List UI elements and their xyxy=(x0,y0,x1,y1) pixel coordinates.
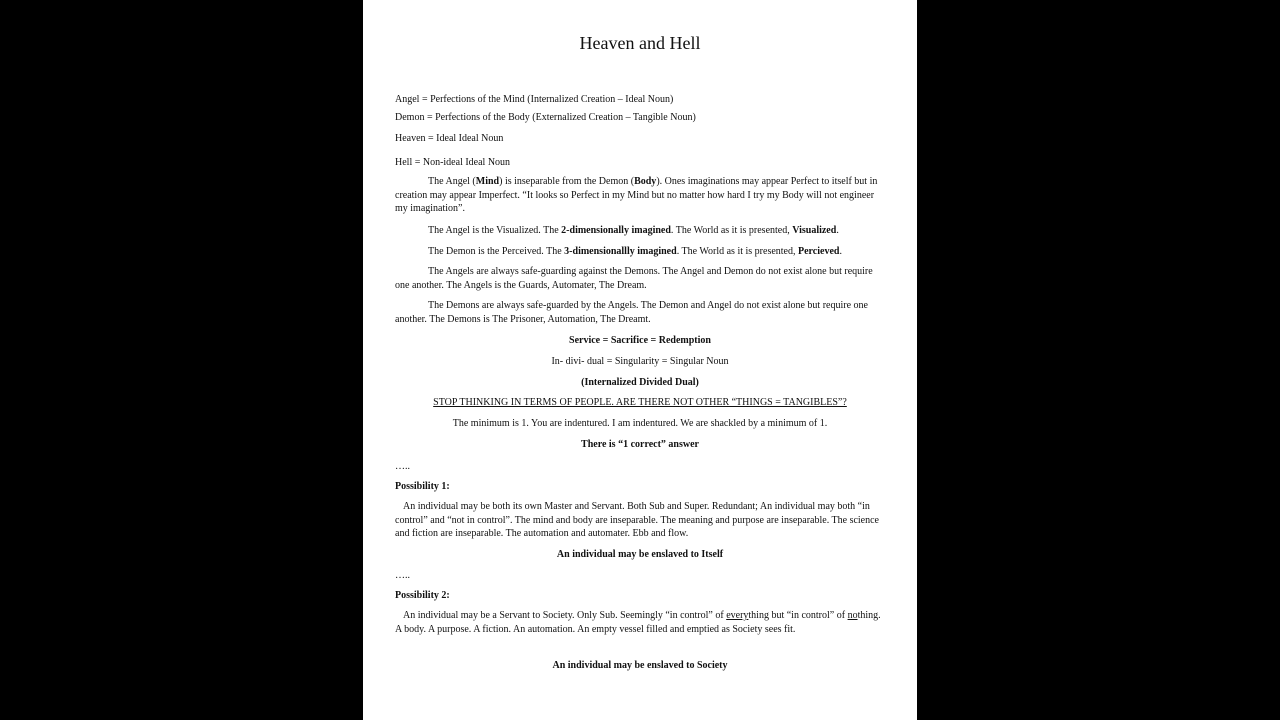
p3-text-e: . xyxy=(839,246,842,257)
p3-text-a: The Demon is the Perceived. The xyxy=(428,246,565,257)
paragraph-angels-safeguarding: The Angels are always safe-guarding against the Demons. The Angel and Demon do not exist alone but require one another. The Angels is the Guards, Automater, The Dream. xyxy=(395,266,873,291)
service-line: Service = Sacrifice = Redemption xyxy=(569,335,711,346)
p2-bold-imagined: 2-dimensionally imagined xyxy=(561,225,671,236)
p1-text-a: The Angel ( xyxy=(428,176,476,187)
p2-bold-visualized: Visualized xyxy=(792,225,837,236)
internalized-line: (Internalized Divided Dual) xyxy=(581,377,699,388)
p3-text-c: . The World as it is presented, xyxy=(676,246,798,257)
p1-body: Body xyxy=(634,176,657,187)
p6-text-e: thing. A body. A purpose. A fiction. An automation. An empty vessel filled and emptied as Society sees fit. xyxy=(395,610,881,635)
p1-text-c: ) is inseparable from the Demon ( xyxy=(499,176,635,187)
correct-answer-line: There is “1 correct” answer xyxy=(581,439,699,450)
p3-bold-imagined: 3-dimensionallly imagined xyxy=(564,246,677,257)
definition-demon: Demon = Perfections of the Body (Externalized Creation – Tangible Noun) xyxy=(395,112,696,123)
p1-text-e: ). Ones imaginations may appear Perfect to itself but in creation may appear Imperfect. “It looks so Perfect in my Mind but no matter how hard I try my Body will not engineer my imagination”. xyxy=(395,176,878,214)
p1-mind: Mind xyxy=(475,176,500,187)
paragraph-angel-visualized xyxy=(395,224,885,238)
ellipsis-1: ….. xyxy=(395,461,410,472)
minimum-line: The minimum is 1. You are indentured. I am indentured. We are shackled by a minimum of 1. xyxy=(452,418,828,429)
possibility-2-text xyxy=(395,609,885,636)
possibility-1-conclusion: An individual may be enslaved to Itself xyxy=(556,549,724,560)
possibility-1-heading: Possibility 1: xyxy=(395,481,450,492)
paragraph-angel-mind xyxy=(395,175,885,216)
p3-bold-percieved: Percieved xyxy=(798,246,840,257)
p2-text-a: The Angel is the Visualized. The xyxy=(428,225,562,236)
individual-line: In- divi- dual = Singularity = Singular Noun xyxy=(551,356,729,367)
paragraph-demons-safeguarded: The Demons are always safe-guarded by the Angels. The Demon and Angel do not exist alone but require one another. The Demons is The Prisoner, Automation, The Dreamt. xyxy=(395,300,868,325)
definition-heaven: Heaven = Ideal Ideal Noun xyxy=(395,133,504,144)
possibility-2-heading: Possibility 2: xyxy=(395,590,450,601)
page-title: Heaven and Hell xyxy=(579,33,701,53)
p6-every-underlined: every xyxy=(726,610,749,621)
definition-hell: Hell = Non-ideal Ideal Noun xyxy=(395,157,511,168)
definition-angel: Angel = Perfections of the Mind (Internalized Creation – Ideal Noun) xyxy=(395,94,674,105)
paragraph-demon-perceived xyxy=(395,245,885,259)
possibility-1-text: An individual may be both its own Master and Servant. Both Sub and Super. Redundant; An individual may both “in control” and “not in control”. The mind and body are inseparable. The meaning and purpose are inseparable. The science and fiction are inseparable. The automation and automater. Ebb and flow. xyxy=(395,501,879,539)
possibility-2-conclusion: An individual may be enslaved to Society xyxy=(552,660,728,671)
p6-no-underlined: no xyxy=(847,610,858,621)
p2-text-c: . The World as it is presented, xyxy=(670,225,793,236)
ellipsis-2: ….. xyxy=(395,570,410,581)
p6-text-c: thing but “in control” of xyxy=(748,610,848,621)
stop-thinking-line: STOP THINKING IN TERMS OF PEOPLE. ARE THERE NOT OTHER “THINGS = TANGIBLES”? xyxy=(433,397,847,408)
document-page xyxy=(363,0,917,720)
p6-text-a: An individual may be a Servant to Society. Only Sub. Seemingly “in control” of xyxy=(403,610,727,621)
p2-text-e: . xyxy=(836,225,839,236)
